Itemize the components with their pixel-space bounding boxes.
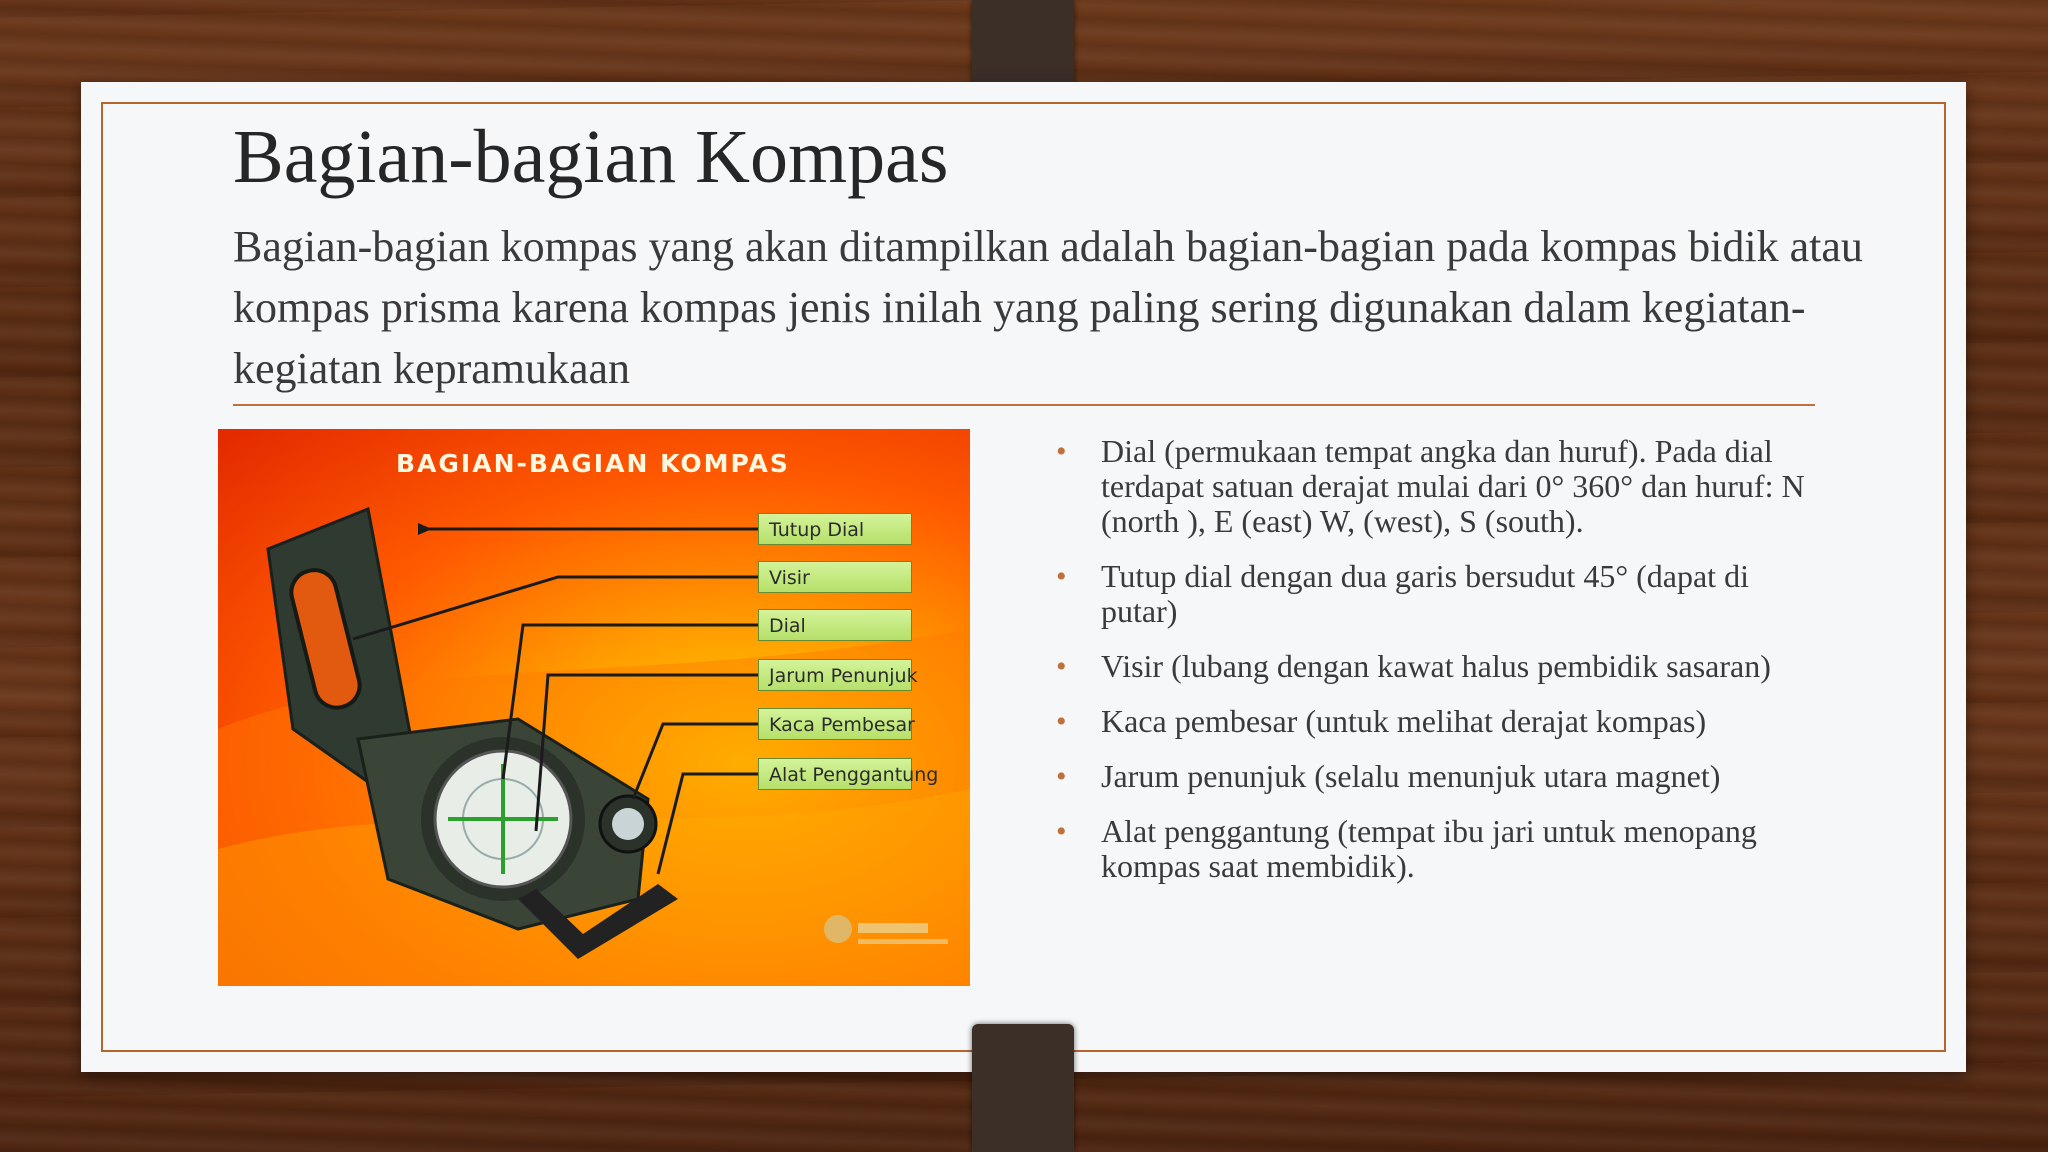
bullet-list	[1041, 434, 1821, 904]
bullet-text: Tutup dial dengan dua garis bersudut 45° (dapat di putar)	[1101, 558, 1749, 629]
arrowhead	[418, 523, 432, 535]
bullet-item	[1041, 434, 1821, 539]
bullet-dot-icon: •	[1056, 815, 1067, 848]
bullet-item	[1041, 759, 1821, 794]
bullet-text: Dial (permukaan tempat angka dan huruf). Pada dial terdapat satuan derajat mulai dari 0° 360° dan huruf: N (north ), E (east) W, (west), S (south).	[1101, 433, 1805, 539]
bullet-dot-icon: •	[1056, 705, 1067, 738]
figure-title: BAGIAN-BAGIAN KOMPAS	[396, 449, 790, 478]
bullet-dot-icon: •	[1056, 435, 1067, 468]
binder-strap-bottom	[972, 1024, 1074, 1152]
bullet-text: Visir (lubang dengan kawat halus pembidik sasaran)	[1101, 648, 1771, 684]
slide-subtitle: Bagian-bagian kompas yang akan ditampilkan adalah bagian-bagian pada kompas bidik atau kompas prisma karena kompas jenis inilah yang paling sering digunakan dalam kegiatan-kegiatan kepramukaan	[233, 222, 1863, 393]
slide-title: Bagian-bagian Kompas	[233, 115, 949, 199]
slide-card	[81, 82, 1966, 1072]
label-jarum-penunjuk: Jarum Penunjuk	[758, 659, 912, 691]
label-alat-penggantung: Alat Penggantung	[758, 758, 912, 790]
bullet-text: Jarum penunjuk (selalu menunjuk utara magnet)	[1101, 758, 1721, 794]
label-kaca-pembesar: Kaca Pembesar	[758, 708, 912, 740]
bullet-text: Alat penggantung (tempat ibu jari untuk menopang kompas saat membidik).	[1101, 813, 1757, 884]
bullet-item	[1041, 814, 1821, 884]
bullet-text: Kaca pembesar (untuk melihat derajat kompas)	[1101, 703, 1707, 739]
bullet-dot-icon: •	[1056, 650, 1067, 683]
label-tutup-dial: Tutup Dial	[758, 513, 912, 545]
label-visir: Visir	[758, 561, 912, 593]
bullet-dot-icon: •	[1056, 560, 1067, 593]
bullet-dot-icon: •	[1056, 760, 1067, 793]
bullet-item	[1041, 704, 1821, 739]
compass-diagram-image	[218, 429, 970, 986]
label-dial: Dial	[758, 609, 912, 641]
bullet-item	[1041, 649, 1821, 684]
title-divider	[233, 404, 1815, 406]
bullet-item	[1041, 559, 1821, 629]
